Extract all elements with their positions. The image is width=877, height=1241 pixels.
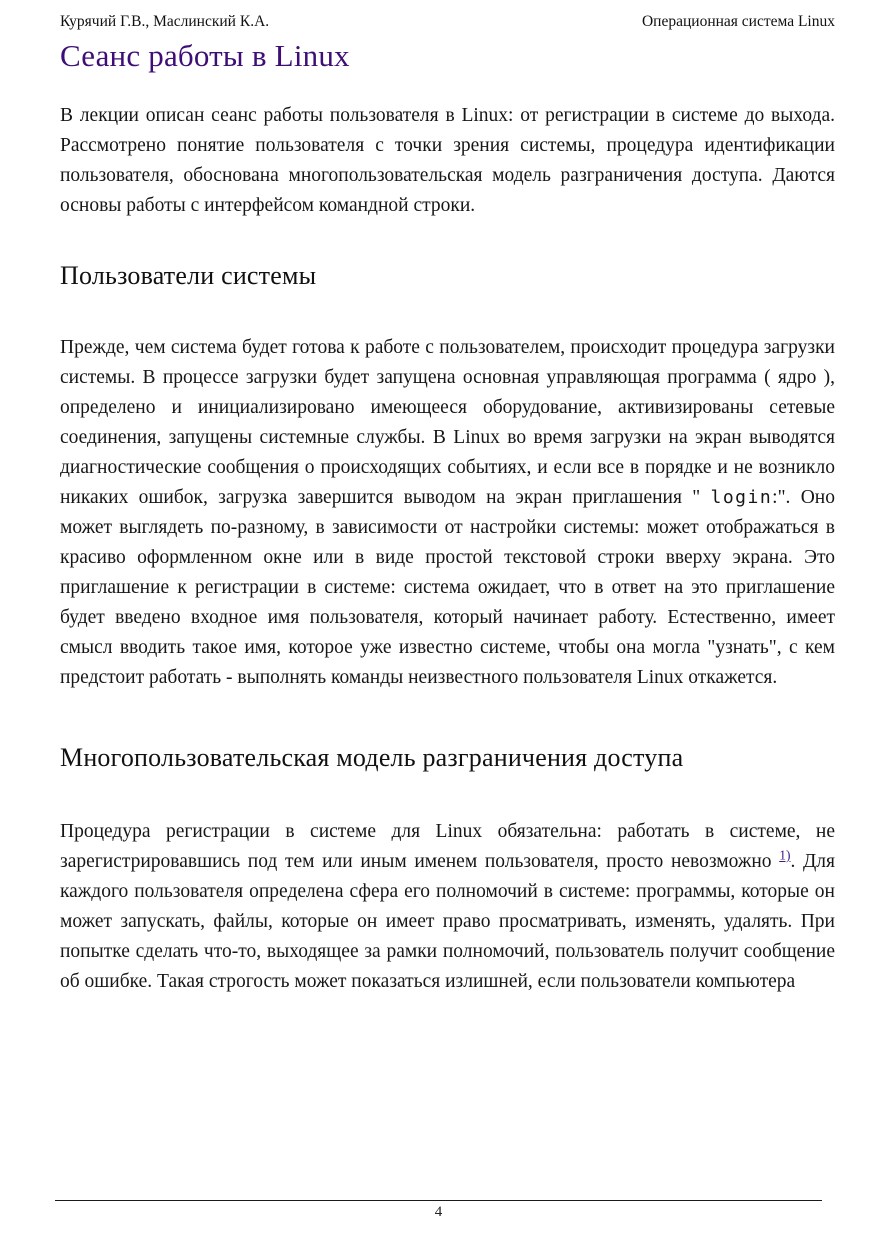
page-title: Сеанс работы в Linux <box>60 38 350 73</box>
page-footer <box>55 1200 822 1221</box>
paragraph-text-after-footnote: . Для каждого пользователя определена сфера его полномочий в системе: программы, которые он может запускать, файлы, которые он имеет право просматривать, изменять, удалять. При попытке сделать что-то, выходящее за рамки полномочий, пользователь получит сообщение об ошибке. Такая строгость может показаться излишней, если пользователи компьютера <box>60 851 835 992</box>
running-header <box>60 13 835 31</box>
section-users-paragraph <box>60 333 835 693</box>
paragraph-text-before-code: Прежде, чем система будет готова к работе с пользователем, происходит процедура загрузки системы. В процессе загрузки будет запущена основная управляющая программа ( ядро ), определено и инициализировано имеющееся оборудование, активизированы сетевые соединения, запущены системные службы. В Linux во время загрузки на экран выводятся диагностические сообщения о происходящих событиях, и если все в порядке и не возникло никаких ошибок, загрузка завершится выводом на экран приглашения " <box>60 337 835 508</box>
abstract-paragraph: В лекции описан сеанс работы пользователя в Linux: от регистрации в системе до выхода. Рассмотрено понятие пользователя с точки зрения системы, процедура идентификации пользователя, обоснована многопользовательская модель разграничения доступа. Даются основы работы с интерфейсом командной строки. <box>60 105 835 216</box>
header-authors: Курячий Г.В., Маслинский К.А. <box>60 13 270 30</box>
paragraph-text-after-code: :". Оно может выглядеть по-разному, в зависимости от настройки системы: может отображаться в красиво оформленном окне или в виде простой текстовой строки вверху экрана. Это приглашение к регистрации в системе: система ожидает, что в ответ на это приглашение будет введено входное имя пользователя, который начинает работу. Естественно, имеет смысл вводить такое имя, которое уже известно системе, чтобы она могла "узнать", с кем предстоит работать - выполнять команды неизвестного пользователя Linux откажется. <box>60 487 835 688</box>
section-multiuser-paragraph <box>60 817 835 997</box>
footer-rule <box>55 1200 822 1201</box>
section-heading-users: Пользователи системы <box>60 261 317 290</box>
header-book-title: Операционная система Linux <box>641 13 835 30</box>
inline-code-login: login <box>710 487 773 508</box>
page-number: 4 <box>434 1204 443 1220</box>
section-heading-multiuser-model: Многопользовательская модель разграничения доступа <box>60 743 684 772</box>
footnote-link-1[interactable]: 1) <box>779 847 791 863</box>
paragraph-text-before-footnote: Процедура регистрации в системе для Linux обязательна: работать в системе, не зарегистрировавшись под тем или иным именем пользователя, просто невозможно <box>60 821 835 872</box>
